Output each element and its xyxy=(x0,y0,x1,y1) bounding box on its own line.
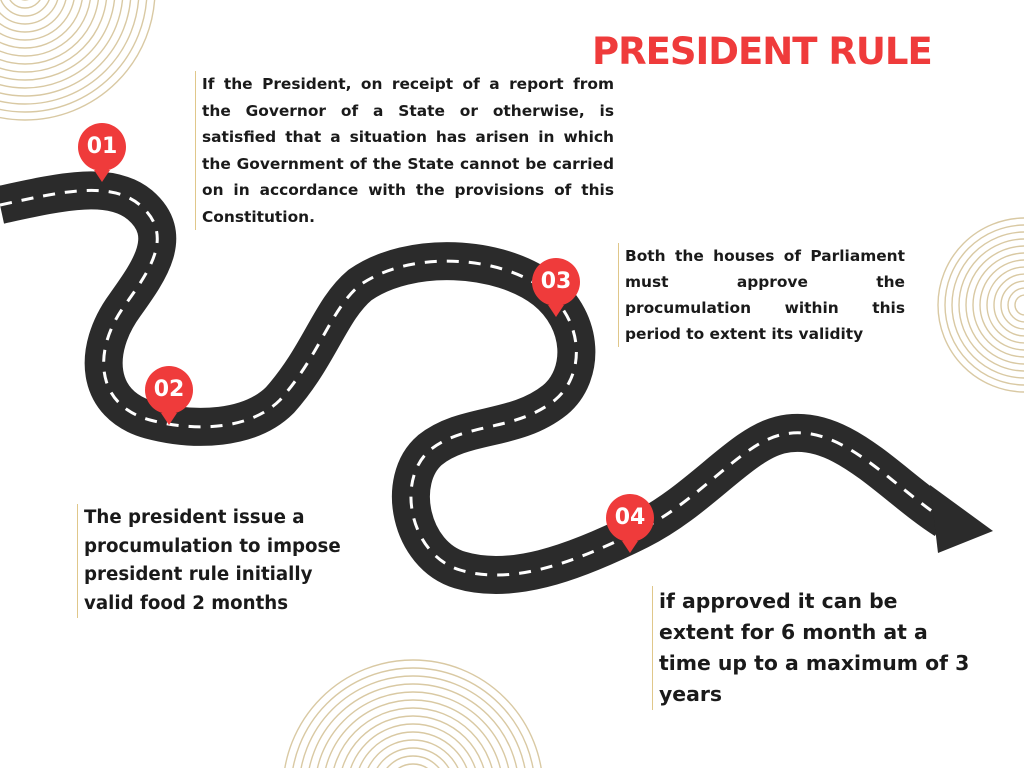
step-1-text: If the President, on receipt of a report from the Governor of a State or otherwise, is satisfied that a situation has arisen in which the Government of the State cannot be carried on in accordance with the provisions of this Constitution. xyxy=(195,71,614,230)
step-2-marker xyxy=(145,366,193,428)
step-4-number: 04 xyxy=(606,494,654,542)
step-1-number: 01 xyxy=(78,123,126,171)
step-2-text: The president issue a procumulation to impose president rule initially valid food 2 months xyxy=(77,504,344,618)
step-4-text: if approved it can be extent for 6 month at a time up to a maximum of 3 years xyxy=(652,586,979,710)
step-2-number: 02 xyxy=(145,366,193,414)
map-pin-icon xyxy=(622,541,638,553)
step-3-number: 03 xyxy=(532,258,580,306)
map-pin-icon xyxy=(94,170,110,182)
page-title: PRESIDENT RULE xyxy=(592,30,932,73)
step-3-text: Both the houses of Parliament must approve the procumulation within this period to extent its validity xyxy=(618,243,905,347)
map-pin-icon xyxy=(161,413,177,425)
map-pin-icon xyxy=(548,305,564,317)
step-4-marker xyxy=(606,494,654,556)
step-3-marker xyxy=(532,258,580,320)
road-arrowhead xyxy=(930,485,993,553)
step-1-marker xyxy=(78,123,126,185)
